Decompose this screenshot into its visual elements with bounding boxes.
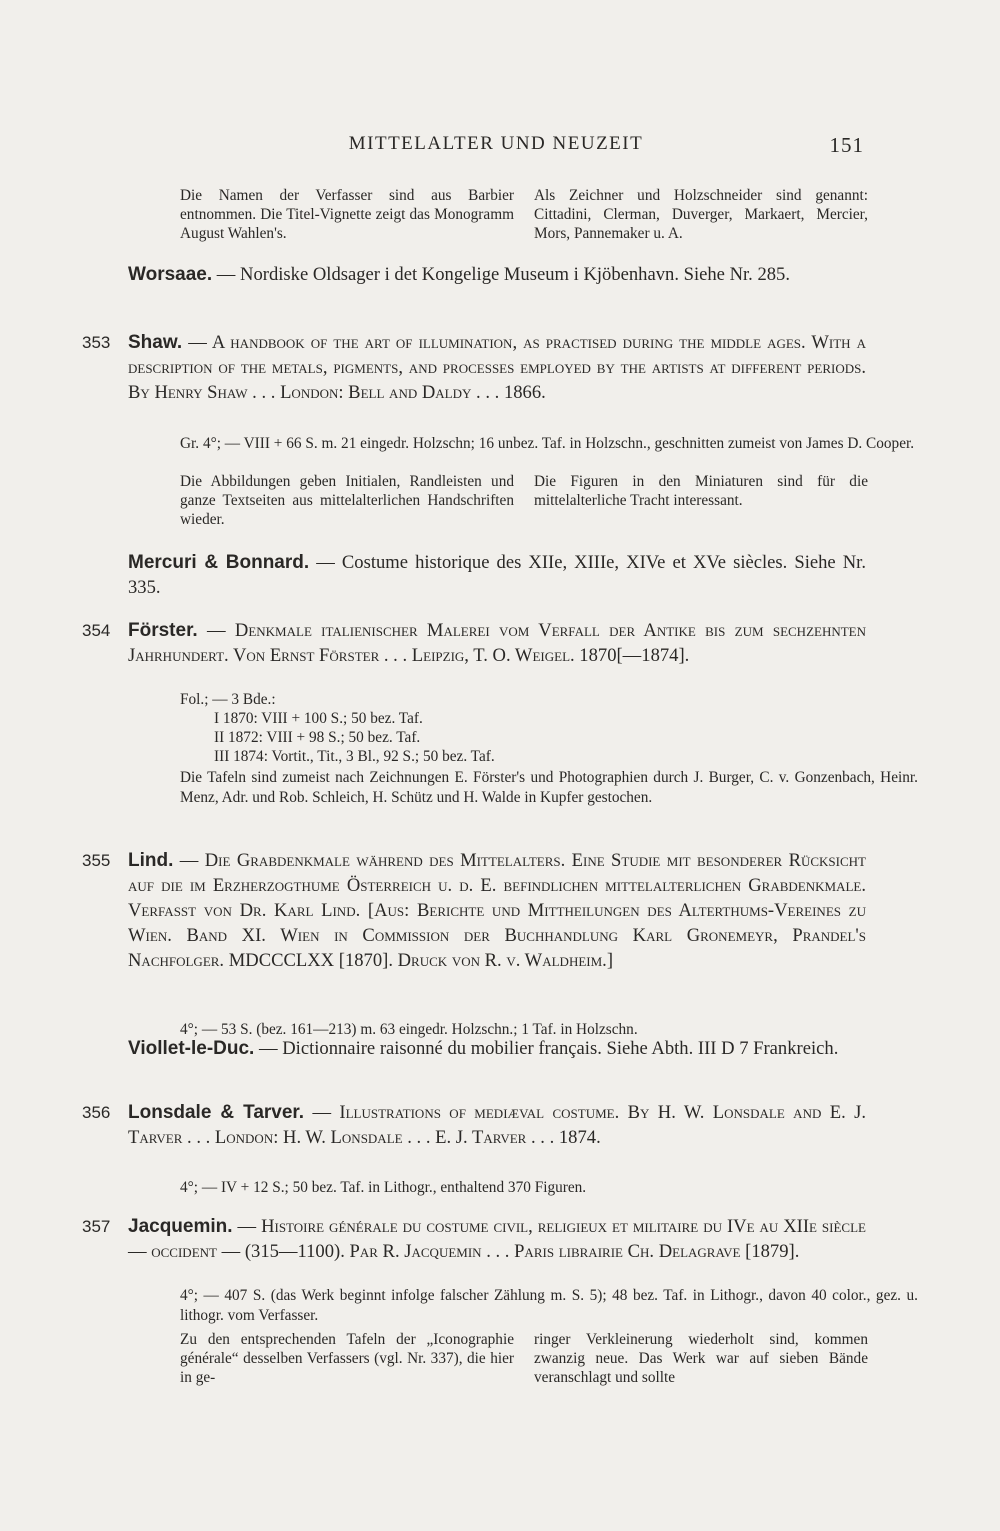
volume-2: II 1872: VIII + 98 S.; 50 bez. Taf.: [214, 729, 421, 746]
entry-shaw: [82, 330, 866, 405]
collation-forster: Fol.; — 3 Bde.:: [180, 691, 276, 708]
entry-lind: [82, 848, 866, 973]
entry-forster: [82, 618, 867, 668]
collation-shaw: Gr. 4°; — VIII + 66 S. m. 21 eingedr. Holzschn; 16 unbez. Taf. in Holzschn., geschnitten zumeist von James D. Cooper.: [180, 435, 915, 452]
author-worsaae: Worsaae.: [128, 264, 213, 285]
entry-jacquemin: [82, 1214, 866, 1264]
entry-title: — Denkmale italienischer Malerei vom Verfall der Antike bis zum sechzehnten Jahrhundert. Von Ernst Förster . . . Leipzig, T. O. Weigel. 1870[—1874].: [128, 620, 867, 666]
preface-left: Die Namen der Verfasser sind aus Barbier entnommen. Die Titel-Vignette zeigt das Monogramm August Wahlen's.: [180, 187, 514, 242]
entry-number: 354: [82, 621, 111, 640]
note-right: ringer Verkleinerung wiederholt sind, kommen zwanzig neue. Das Werk war auf sieben Bände veranschlagt und sollte: [534, 1331, 868, 1386]
author-lonsdale: Lonsdale & Tarver.: [128, 1102, 305, 1123]
entry-mercuri: [128, 550, 866, 600]
preface-right: Als Zeichner und Holzschneider sind genannt: Cittadini, Clerman, Duverger, Markaert, Mercier, Mors, Pannemaker u. A.: [534, 187, 868, 242]
author-forster: Förster.: [128, 620, 198, 641]
notes-jacquemin: [180, 1330, 868, 1387]
entry-number: 353: [82, 333, 111, 352]
entry-text: — Costume historique des XIIe, XIIIe, XIVe et XVe siècles. Siehe Nr. 335.: [128, 552, 866, 598]
author-jacquemin: Jacquemin.: [128, 1216, 233, 1237]
entry-text: — Dictionnaire raisonné du mobilier français. Siehe Abth. III D 7 Frankreich.: [259, 1038, 839, 1059]
entry-title: — Histoire générale du costume civil, religieux et militaire du IVe au XIIe siècle — occident — (315—1100). Par R. Jacquemin . . . Paris librairie Ch. Delagrave [1879].: [128, 1216, 866, 1262]
author-viollet: Viollet-le-Duc.: [128, 1038, 255, 1059]
running-head: [128, 133, 864, 161]
entry-number: 357: [82, 1217, 111, 1236]
entry-number: 355: [82, 851, 111, 870]
note-left: Zu den entsprechenden Tafeln der „Iconographie générale“ desselben Verfassers (vgl. Nr. 337), die hier in ge-: [180, 1331, 514, 1386]
collation-jacquemin: 4°; — 407 S. (das Werk beginnt infolge falscher Zählung m. S. 5); 48 bez. Taf. in Lithogr., davon 40 color., gez. u. lithogr. vom Verfasser.: [180, 1287, 918, 1324]
note-left: Die Abbildungen geben Initialen, Randleisten und ganze Textseiten aus mittelalterlichen Handschriften wieder.: [180, 473, 514, 528]
note-right: Die Figuren in den Miniaturen sind für die mittelalterliche Tracht interessant.: [534, 473, 868, 509]
entry-title: — Illustrations of mediæval costume. By H. W. Lonsdale and E. J. Tarver . . . London: H. W. Lonsdale . . . E. J. Tarver . . . 1874.: [128, 1102, 866, 1148]
collation-lonsdale: 4°; — IV + 12 S.; 50 bez. Taf. in Lithogr., enthaltend 370 Figuren.: [180, 1179, 587, 1196]
running-title: MITTELALTER UND NEUZEIT: [348, 133, 644, 154]
entry-text: — Nordiske Oldsager i det Kongelige Museum i Kjöbenhavn. Siehe Nr. 285.: [216, 264, 791, 285]
author-mercuri: Mercuri & Bonnard.: [128, 552, 310, 573]
entry-lonsdale: [82, 1100, 866, 1150]
notes-shaw: [180, 472, 868, 529]
entry-title: — A handbook of the art of illumination, as practised during the middle ages. With a description of the metals, pigments, and processes employed by the artists at different periods. By Henry Shaw . . . London: Bell and Daldy . . . 1866.: [128, 332, 866, 403]
entry-number: 356: [82, 1103, 111, 1122]
author-lind: Lind.: [128, 850, 174, 871]
collation-lind: 4°; — 53 S. (bez. 161—213) m. 63 eingedr. Holzschn.; 1 Taf. in Holzschn.: [180, 1021, 638, 1038]
page-number: 151: [829, 133, 864, 157]
entry-viollet: [128, 1036, 866, 1061]
entry-worsaae: [128, 262, 866, 287]
volume-1: I 1870: VIII + 100 S.; 50 bez. Taf.: [214, 710, 423, 727]
note-forster: Die Tafeln sind zumeist nach Zeichnungen E. Förster's und Photographien durch J. Burger, C. v. Gonzenbach, Heinr. Menz, Adr. und Rob. Schleich, H. Schütz und H. Walde in Kupfer gestochen.: [180, 769, 918, 806]
entry-title: — Die Grabdenkmale während des Mittelalters. Eine Studie mit besonderer Rücksicht auf die im Erzherzogthume Österreich u. d. E. befindlichen mittelalterlichen Grabdenkmale. Verfasst von Dr. Karl Lind. [Aus: Berichte und Mittheilungen des Alterthums-Vereines zu Wien. Band XI. Wien in Commission der Buchhandlung Karl Gronemeyr, Prandel's Nachfolger. MDCCCLXX [1870]. Druck von R. v. Waldheim.]: [128, 850, 866, 971]
volume-3: III 1874: Vortit., Tit., 3 Bl., 92 S.; 50 bez. Taf.: [214, 748, 495, 765]
preface-notes: [180, 186, 868, 243]
author-shaw: Shaw.: [128, 332, 183, 353]
